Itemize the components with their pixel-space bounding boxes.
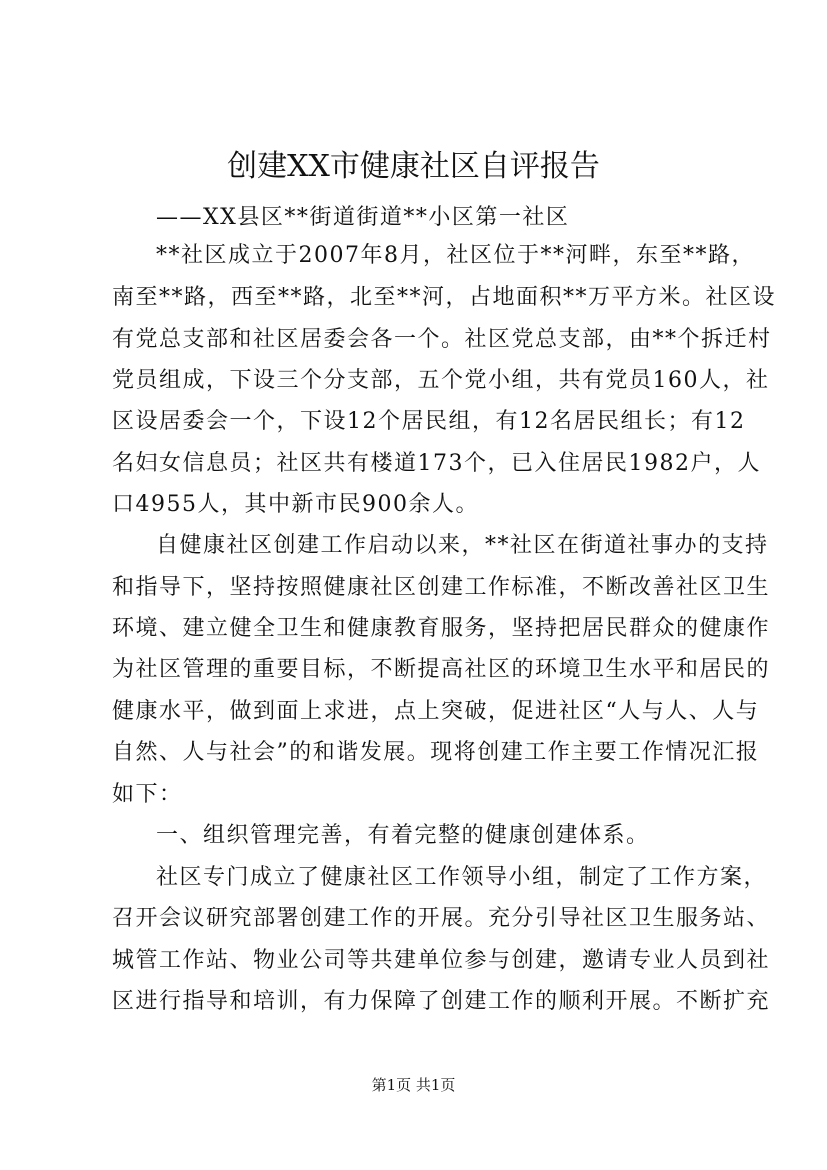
body-line: 有党总支部和社区居委会各一个。社区党总支部，由**个拆迁村 [112,327,772,352]
document-subtitle: ——XX县区**街道街道**小区第一社区 [156,205,570,230]
body-line: 南至**路，西至**路，北至**河，占地面积**万平方米。社区设 [112,285,777,310]
document-title: 创建XX市健康社区自评报告 [227,149,600,184]
body-line: 区设居委会一个，下设12个居民组，有12名居民组长；有12 [112,409,746,434]
body-line: 区进行指导和培训，有力保障了创建工作的顺利开展。不断扩充 [112,989,771,1014]
body-line: 为社区管理的重要目标，不断提高社区的环境卫生水平和居民的 [112,657,771,682]
body-line: **社区成立于2007年8月，社区位于**河畔，东至**路， [156,243,755,268]
page-footer: 第1页 共1页 [371,1076,456,1094]
body-line: 健康水平，做到面上求进，点上突破，促进社区“人与人、人与 [112,699,760,724]
body-line: 名妇女信息员；社区共有楼道173个，已入住居民1982户，人 [112,451,761,476]
body-line: 召开会议研究部署创建工作的开展。充分引导社区卫生服务站、 [112,906,771,931]
body-line: 和指导下，坚持按照健康社区创建工作标准，不断改善社区卫生 [112,575,771,600]
body-line: 自健康社区创建工作启动以来，**社区在街道社事办的支持 [156,533,769,558]
body-line: 口4955人，其中新市民900余人。 [112,492,479,517]
body-line: 城管工作站、物业公司等共建单位参与创建，邀请专业人员到社 [112,948,771,973]
body-line: 党员组成，下设三个分支部，五个党小组，共有党员160人，社 [112,368,770,393]
body-line: 社区专门成立了健康社区工作领导小组，制定了工作方案， [156,865,768,890]
body-line: 自然、人与社会”的和谐发展。现将创建工作主要工作情况汇报 [112,740,760,765]
body-line: 环境、建立健全卫生和健康教育服务，坚持把居民群众的健康作 [112,616,771,641]
body-line: 如下： [112,782,183,807]
section-heading: 一、组织管理完善，有着完整的健康创建体系。 [156,823,650,848]
